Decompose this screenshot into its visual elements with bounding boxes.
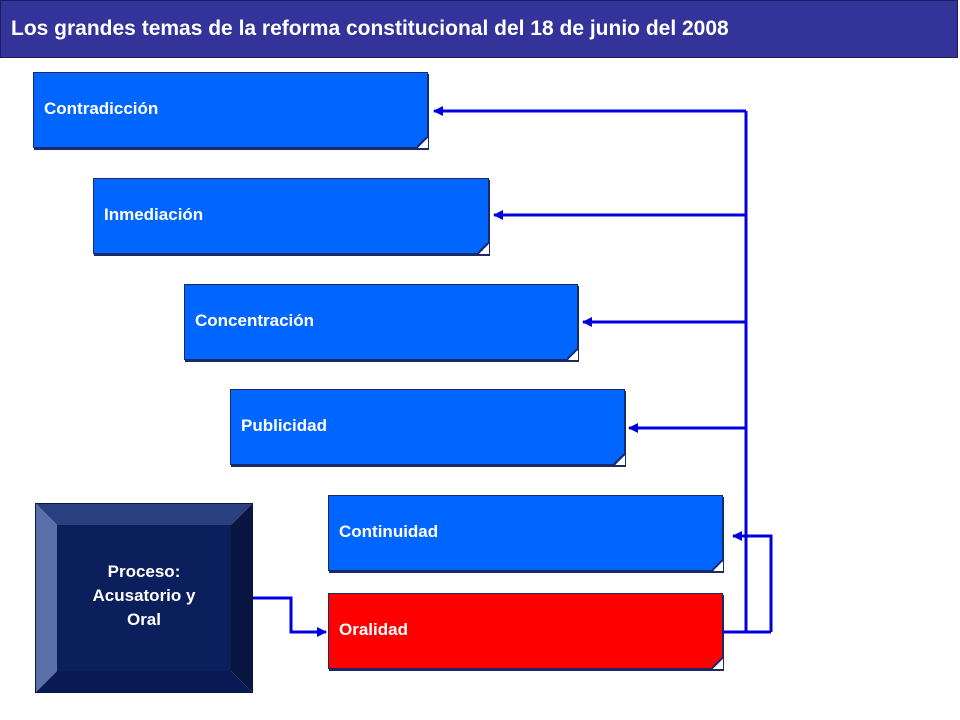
box-label-oralidad: Oralidad (339, 620, 408, 639)
connector-process-to-oralidad (253, 598, 326, 632)
box-label-inmediacion: Inmediación (104, 205, 204, 224)
process-line-3: Oral (126, 610, 161, 629)
box-label-continuidad: Continuidad (339, 522, 439, 541)
box-label-concentracion: Concentración (195, 311, 315, 330)
process-line-1: Proceso: (107, 562, 181, 581)
process-line-2: Acusatorio y (92, 586, 196, 605)
connector-loop (733, 536, 771, 632)
box-label-publicidad: Publicidad (241, 416, 327, 435)
box-label-contradiccion: Contradicción (44, 99, 159, 118)
slide-title: Los grandes temas de la reforma constitucional del 18 de junio del 2008 (11, 17, 729, 40)
